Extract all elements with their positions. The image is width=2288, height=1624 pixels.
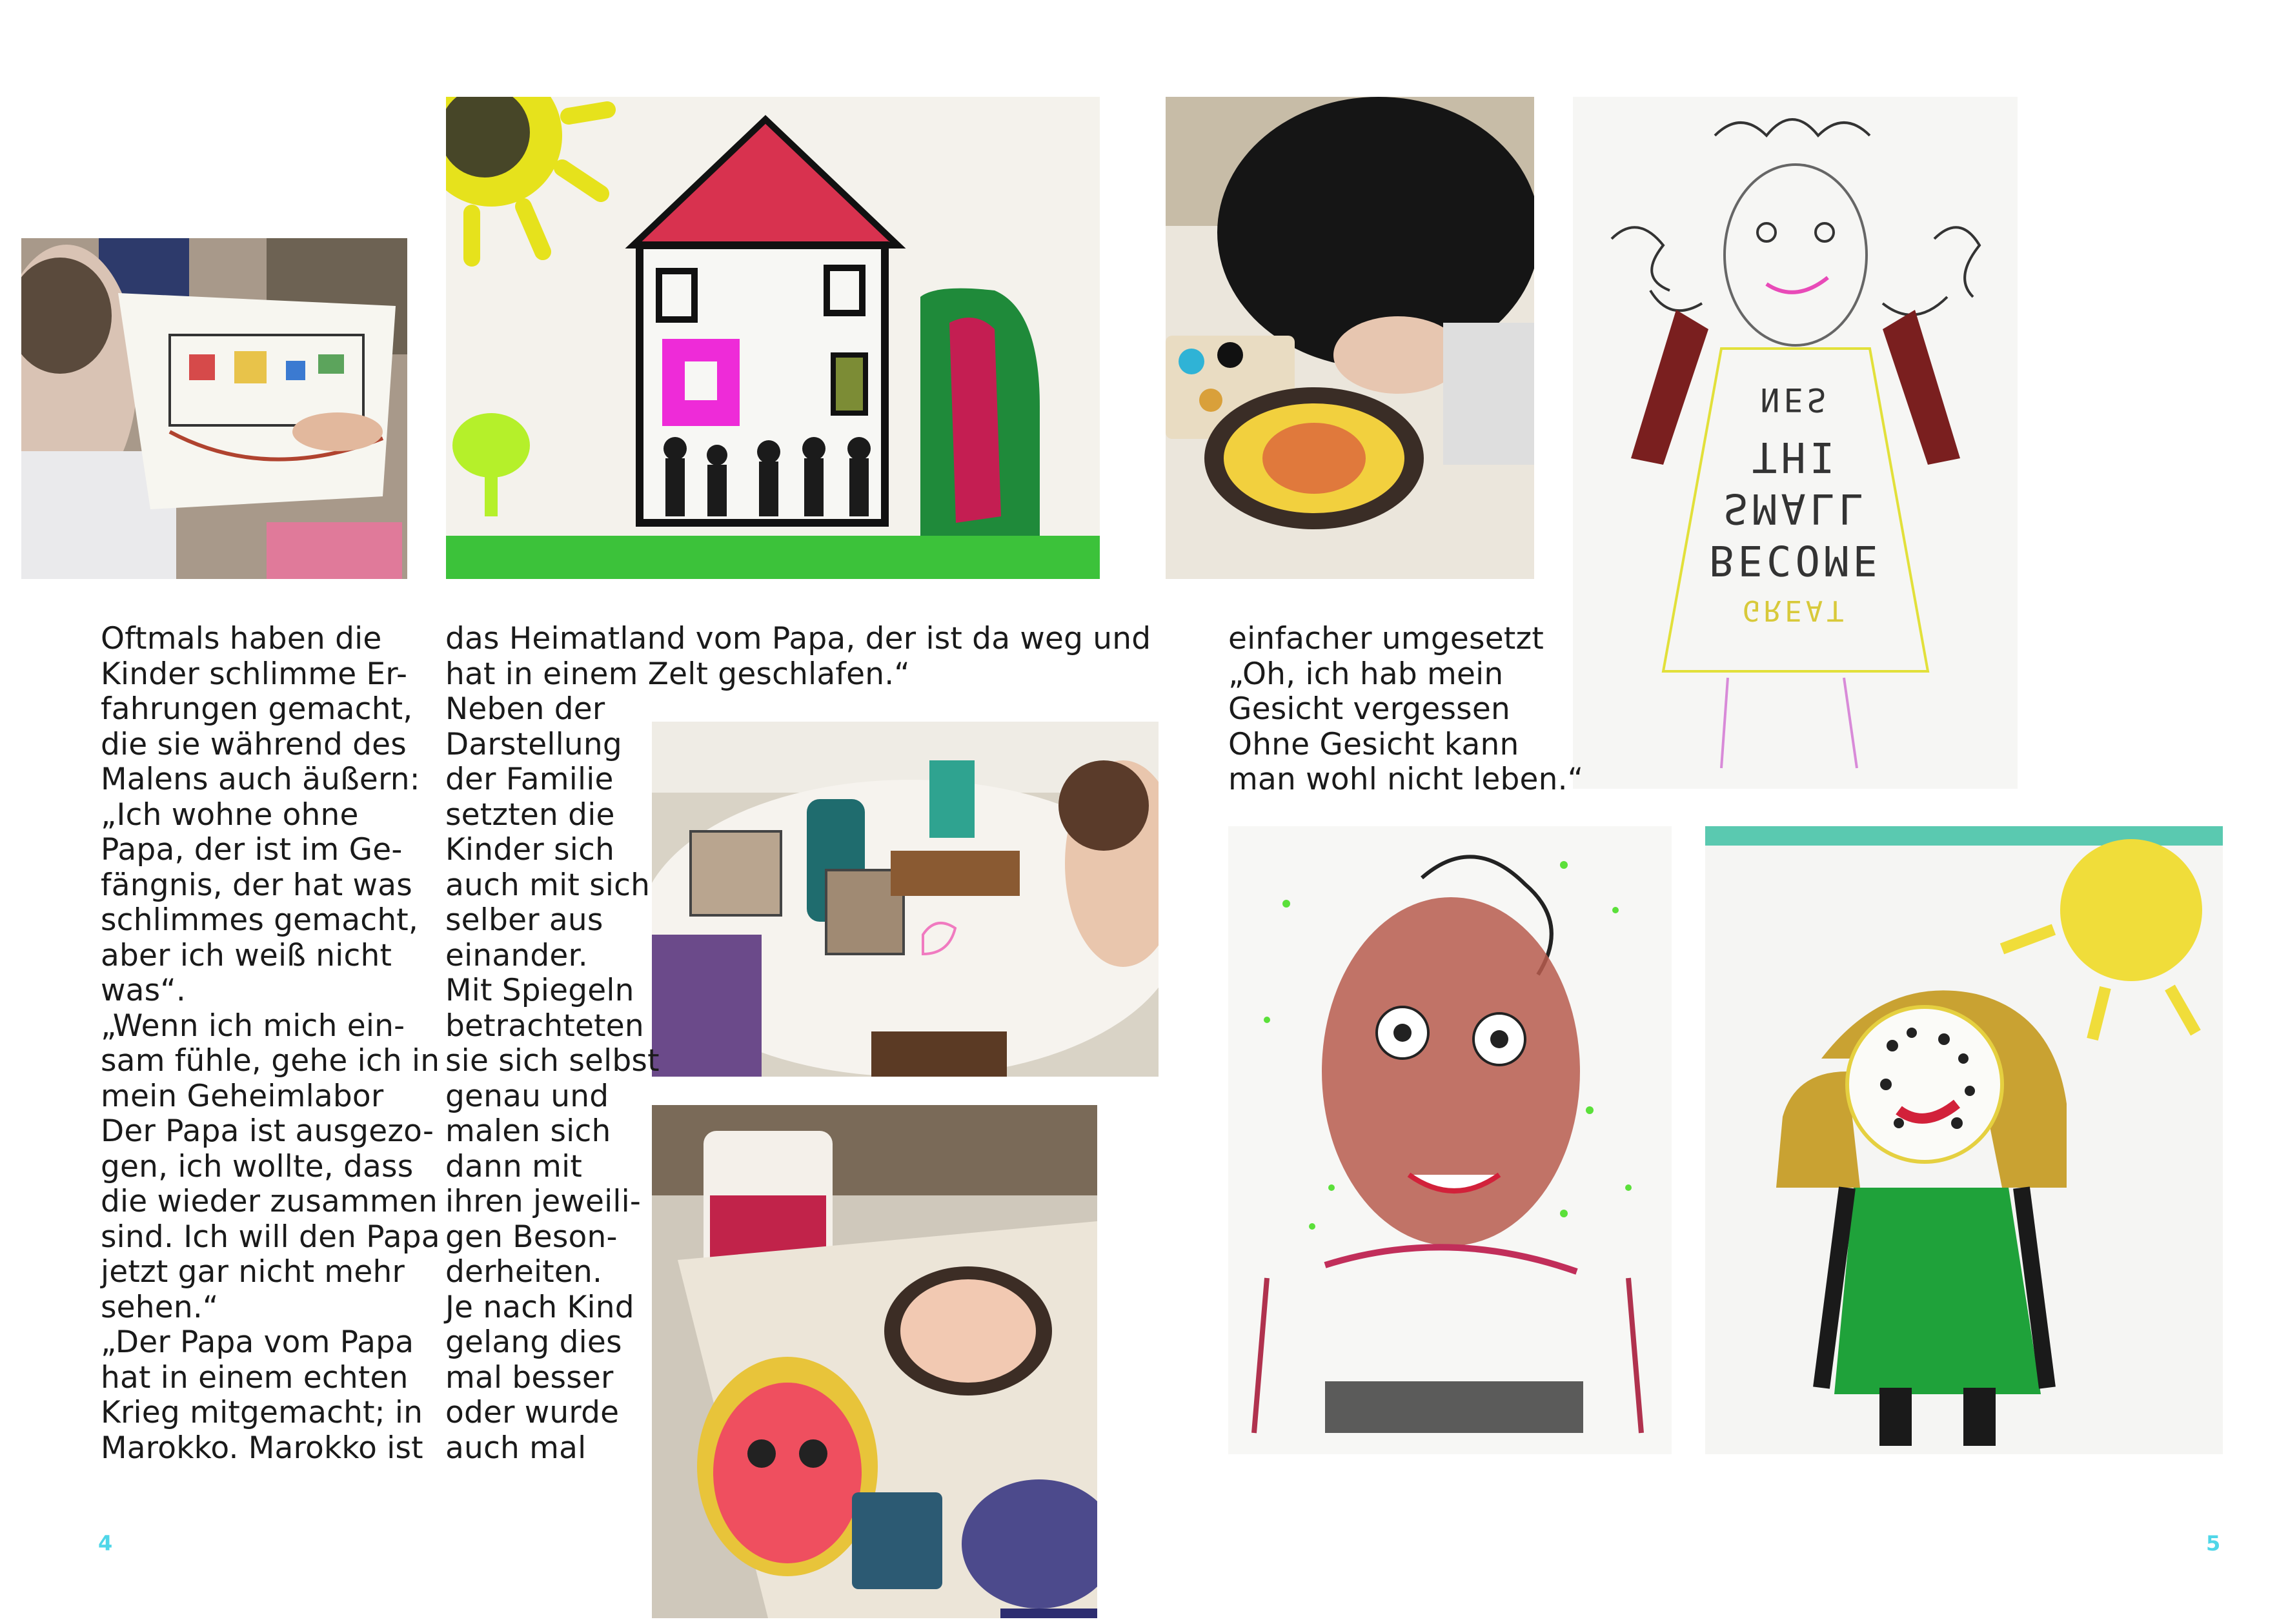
text-line: Papa, der ist im Ge- xyxy=(101,832,403,868)
text-line: „Der Papa vom Papa xyxy=(101,1325,414,1360)
text-line: Oftmals haben die xyxy=(101,621,382,656)
text-line: Krieg mitgemacht; in xyxy=(101,1395,423,1430)
photo-girl-painting-sun xyxy=(1705,826,2223,1454)
drawing-lettering-line: NES xyxy=(1760,381,1830,418)
drawing-lettering-line: SMALL xyxy=(1723,484,1867,532)
text-line: hat in einem Zelt geschlafen.“ xyxy=(445,656,910,692)
page-number-left: 4 xyxy=(98,1531,113,1556)
text-line: einander. xyxy=(445,937,588,973)
text-line: sehen.“ xyxy=(101,1289,219,1325)
text-line: sind. Ich will den Papa xyxy=(101,1219,440,1255)
text-line: aber ich weiß nicht xyxy=(101,937,392,973)
photo-children-at-table xyxy=(652,722,1159,1077)
text-line: Darstellung xyxy=(445,726,622,762)
text-line: sie sich selbst xyxy=(445,1043,660,1079)
text-line: ihren jeweili- xyxy=(445,1184,642,1219)
text-column-middle-top xyxy=(445,622,1151,692)
text-line: schlimmes gemacht, xyxy=(101,902,419,938)
text-line: mal besser xyxy=(445,1359,614,1396)
text-line: Kinder schlimme Er- xyxy=(101,656,408,692)
text-line: der Familie xyxy=(445,762,614,797)
text-line: Gesicht vergessen xyxy=(1228,691,1510,727)
text-line: Malens auch äußern: xyxy=(101,762,420,797)
text-line: gen Beson- xyxy=(445,1219,618,1255)
text-line: was“. xyxy=(101,973,187,1008)
text-line: Der Papa ist ausgezo- xyxy=(101,1113,434,1149)
text-line: gen, ich wollte, dass xyxy=(101,1148,414,1184)
text-line: Mit Spiegeln xyxy=(445,973,634,1008)
photo-children-painting-faces xyxy=(652,1105,1097,1618)
text-line: die sie während des xyxy=(101,726,407,762)
text-line: gelang dies xyxy=(445,1325,622,1360)
photo-pencil-drawing-girl xyxy=(1573,97,2018,789)
text-line: „Oh, ich hab mein xyxy=(1228,656,1504,692)
text-column-left xyxy=(101,622,440,1466)
text-line: „Ich wohne ohne xyxy=(101,797,359,833)
text-column-middle xyxy=(445,692,660,1466)
drawing-lettering-line: BECOME xyxy=(1708,536,1882,584)
text-line: Ohne Gesicht kann xyxy=(1228,726,1519,762)
text-line: setzten die xyxy=(445,797,615,833)
text-line: jetzt gar nicht mehr xyxy=(101,1254,405,1290)
text-line: Neben der xyxy=(445,691,605,727)
text-line: genau und xyxy=(445,1078,609,1114)
text-line: derheiten. xyxy=(445,1254,603,1290)
text-line: auch mal xyxy=(445,1430,587,1466)
text-line: hat in einem echten xyxy=(101,1359,409,1396)
text-line: oder wurde xyxy=(445,1395,620,1430)
drawing-lettering-line: GREAT xyxy=(1743,594,1848,627)
text-line: das Heimatland vom Papa, der ist da weg und xyxy=(445,621,1151,656)
text-line: „Wenn ich mich ein- xyxy=(101,1008,405,1044)
text-line: einfacher umgesetzt xyxy=(1228,621,1544,656)
text-line: Je nach Kind xyxy=(445,1289,634,1325)
text-line: selber aus xyxy=(445,902,603,938)
text-line: sam fühle, gehe ich in xyxy=(101,1043,440,1079)
page-number-right: 5 xyxy=(2206,1531,2221,1556)
photo-child-painting-face xyxy=(1166,97,1534,579)
text-line: mein Geheimlabor xyxy=(101,1078,384,1114)
text-line: betrachteten xyxy=(445,1008,644,1044)
text-line: Marokko. Marokko ist xyxy=(101,1430,423,1466)
text-line: auch mit sich xyxy=(445,867,651,903)
text-line: malen sich xyxy=(445,1113,611,1149)
photo-child-holding-drawing xyxy=(21,238,407,579)
text-line: fängnis, der hat was xyxy=(101,867,412,903)
drawing-lettering-line: THI xyxy=(1752,432,1839,480)
text-column-right xyxy=(1228,622,1583,798)
photo-crayon-face-drawing xyxy=(1228,826,1672,1454)
text-line: fahrungen gemacht, xyxy=(101,691,413,727)
text-line: dann mit xyxy=(445,1148,583,1184)
text-line: man wohl nicht leben.“ xyxy=(1228,762,1584,797)
text-line: die wieder zusammen xyxy=(101,1184,438,1219)
text-line: Kinder sich xyxy=(445,832,615,868)
photo-house-painting xyxy=(446,97,1100,579)
